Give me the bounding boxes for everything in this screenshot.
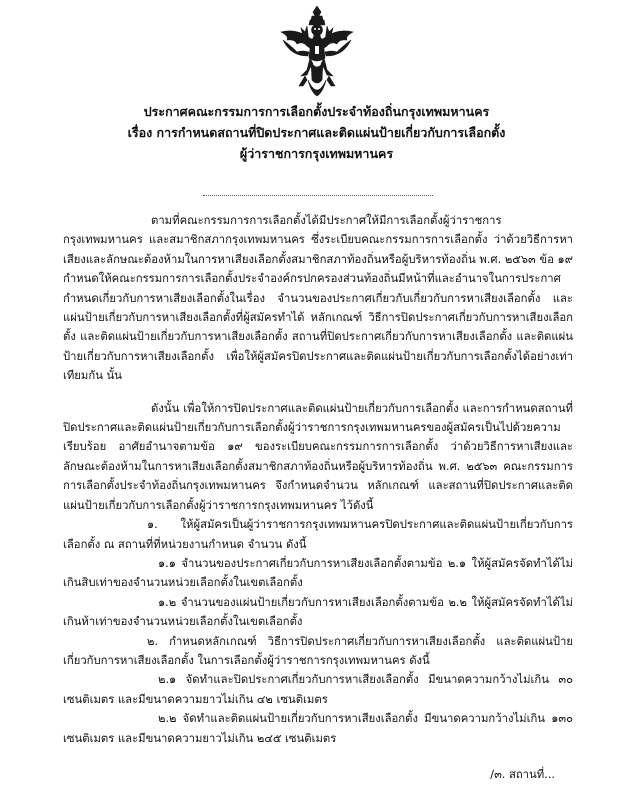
- clause-2: ๒. กำหนดหลักเกณฑ์ วิธีการปิดประกาศเกี่ยวกับการหาเสียงเลือกตั้ง และติดแผ่นป้ายเกี่ยวกับการหาเสียงเลือกตั้ง ในการเลือกตั้งผู้ว่าราชการกรุงเทพมหานคร ดังนี้: [63, 634, 573, 667]
- announcement-body: [63, 211, 573, 748]
- garuda-emblem-icon: [277, 6, 357, 100]
- continued-next-page: /๓. สถานที่...: [490, 768, 555, 781]
- title-line-1: ประกาศคณะกรรมการการเลือกตั้งประจำท้องถิ่นกรุงเทพมหานคร: [143, 104, 490, 119]
- paragraph-decision: ดังนั้น เพื่อให้การปิดประกาศและติดแผ่นป้ายเกี่ยวกับการเลือกตั้ง และการกำหนดสถานที่ปิดประกาศและติดแผ่นป้ายเกี่ยวกับการเลือกตั้งผู้ว่าราชการกรุงเทพมหานครของผู้สมัครเป็นไปด้วยความเรียบร้อย อาศัยอำนาจตามข้อ ๑๙ ของระเบียบคณะกรรมการการเลือกตั้ง ว่าด้วยวิธีการหาเสียงและลักษณะต้องห้ามในการหาเสียงเลือกตั้งสมาชิกสภาท้องถิ่นหรือผู้บริหารท้องถิ่น พ.ศ. ๒๕๖๓ คณะกรรมการการเลือกตั้งประจำท้องถิ่นกรุงเทพมหานคร จึงกำหนดจำนวน หลักเกณฑ์ และสถานที่ปิดประกาศและติดแผ่นป้ายเกี่ยวกับการเลือกตั้งผู้ว่าราชการกรุงเทพมหานคร ไว้ดังนี้: [63, 401, 573, 512]
- paragraph-preamble: ตามที่คณะกรรมการการเลือกตั้งได้มีประกาศให้มีการเลือกตั้งผู้ว่าราชการกรุงเทพมหานคร และสมาชิกสภากรุงเทพมหานคร ซึ่งระเบียบคณะกรรมการการเลือกตั้ง ว่าด้วยวิธีการหาเสียงและลักษณะต้องห้ามในการหาเสียงเลือกตั้งสมาชิกสภาท้องถิ่นหรือผู้บริหารท้องถิ่น พ.ศ. ๒๕๖๓ ข้อ ๑๙ กำหนดให้คณะกรรมการการเลือกตั้งประจำองค์กรปกครองส่วนท้องถิ่นมีหน้าที่และอำนาจในการประกาศกำหนดเกี่ยวกับการหาเสียงเลือกตั้งในเรื่อง จำนวนของประกาศเกี่ยวกับเกี่ยวกับการหาเสียงเลือกตั้ง และแผ่นป้ายเกี่ยวกับการหาเสียงเลือกตั้งที่ผู้สมัครทำได้ หลักเกณฑ์ วิธีการปิดประกาศเกี่ยวกับการหาเสียงเลือกตั้ง และติดแผ่นป้ายเกี่ยวกับการหาเสียงเลือกตั้ง สถานที่ปิดประกาศเกี่ยวกับการหาเสียงเลือกตั้ง และติดแผ่นป้ายเกี่ยวกับการหาเสียงเลือกตั้ง เพื่อให้ผู้สมัครปิดประกาศและติดแผ่นป้ายเกี่ยวกับการเลือกตั้งได้อย่างเท่าเทียมกัน นั้น: [63, 214, 573, 383]
- clause-1-1: ๑.๑ จำนวนของประกาศเกี่ยวกับการหาเสียงเลือกตั้งตามข้อ ๒.๑ ให้ผู้สมัครจัดทำได้ไม่เกินสิบเท่าของจำนวนหน่วยเลือกตั้งในเขตเลือกตั้ง: [63, 556, 573, 590]
- title-divider: [203, 195, 433, 196]
- title-line-3: ผู้ว่าราชการกรุงเทพมหานคร: [239, 146, 394, 161]
- title-line-2: เรื่อง การกำหนดสถานที่ปิดประกาศและติดแผ่นป้ายเกี่ยวกับการเลือกตั้ง: [127, 125, 506, 140]
- clause-1-2: ๑.๒ จำนวนของแผ่นป้ายเกี่ยวกับการหาเสียงเลือกตั้งตามข้อ ๒.๒ ให้ผู้สมัครจัดทำได้ไม่เกินห้าเท่าของจำนวนหน่วยเลือกตั้งในเขตเลือกตั้ง: [63, 595, 573, 629]
- announcement-title: [0, 101, 633, 164]
- clause-2-1: ๒.๑ จัดทำและปิดประกาศเกี่ยวกับการหาเสียงเลือกตั้ง มีขนาดความกว้างไม่เกิน ๓๐ เซนติเมตร และมีขนาดความยาวไม่เกิน ๔๒ เซนติเมตร: [63, 673, 573, 706]
- clause-1: ๑. ให้ผู้สมัครเป็นผู้ว่าราชการกรุงเทพมหานครปิดประกาศและติดแผ่นป้ายเกี่ยวกับการเลือกตั้ง ณ สถานที่ที่หน่วยงานกำหนด จำนวน ดังนี้: [63, 518, 573, 551]
- clause-2-2: ๒.๒ จัดทำและติดแผ่นป้ายเกี่ยวกับการหาเสียงเลือกตั้ง มีขนาดความกว้างไม่เกิน ๑๓๐ เซนติเมตร และมีขนาดความยาวไม่เกิน ๒๔๕ เซนติเมตร: [63, 712, 573, 745]
